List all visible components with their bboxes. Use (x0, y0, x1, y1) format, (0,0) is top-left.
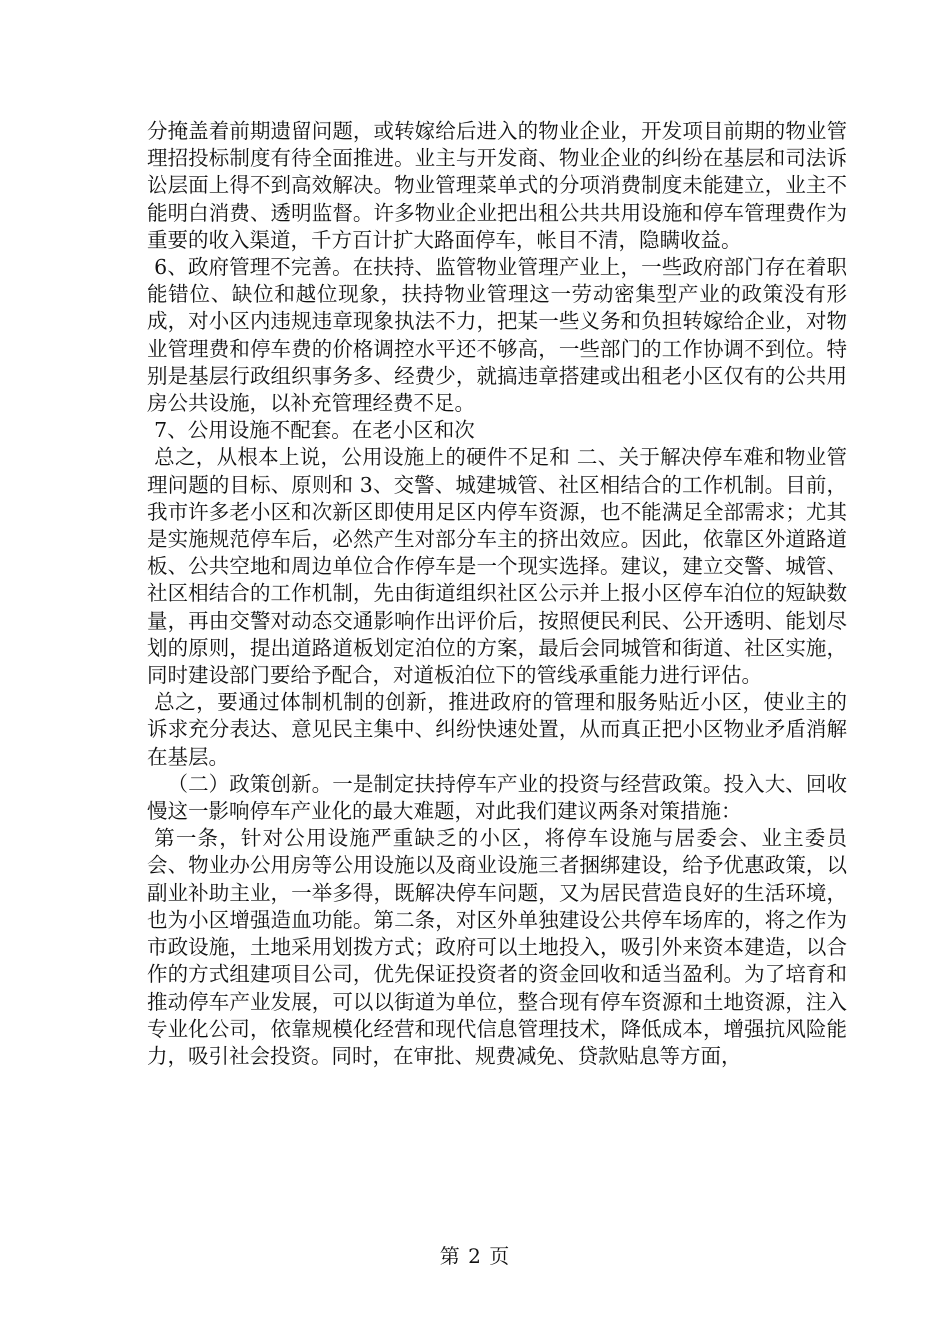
paragraph-5: 总之，要通过体制机制的创新，推进政府的管理和服务贴近小区，使业主的诉求充分表达、意见民主集中、纠纷快速处置，从而真正把小区物业矛盾消解在基层。 (147, 690, 847, 769)
paragraph-6: （二）政策创新。一是制定扶持停车产业的投资与经营政策。投入大、回收慢这一影响停车产业化的最大难题，对此我们建议两条对策措施： (147, 771, 847, 824)
paragraph-4: 总之，从根本上说，公用设施上的硬件不足和 二、关于解决停车难和物业管理问题的目标、原则和 3、交警、城建城管、社区相结合的工作机制。目前，我市许多老小区和次新区即使用足区内停车资源，也不能满足全部需求；尤其是实施规范停车后，必然产生对部分车主的挤出效应。因此，依靠区外道路道板、公共空地和周边单位合作停车是一个现实选择。建议，建立交警、城管、社区相结合的工作机制，先由街道组织社区公示并上报小区停车泊位的短缺数量，再由交警对动态交通影响作出评价后，按照便民利民、公开透明、能划尽划的原则，提出道路道板划定泊位的方案，最后会同城管和街道、社区实施，同时建设部门要给予配合，对道板泊位下的管线承重能力进行评估。 (147, 445, 847, 688)
paragraph-2: 6、政府管理不完善。在扶持、监管物业管理产业上，一些政府部门存在着职能错位、缺位和越位现象，扶持物业管理这一劳动密集型产业的政策没有形成，对小区内违规违章现象执法不力，把某一些义务和负担转嫁给企业，对物业管理费和停车费的价格调控水平还不够高，一些部门的工作协调不到位。特别是基层行政组织事务多、经费少，就搞违章搭建或出租老小区仅有的公共用房公共设施，以补充管理经费不足。 (147, 255, 847, 416)
paragraph-1: 分掩盖着前期遗留问题，或转嫁给后进入的物业企业，开发项目前期的物业管理招投标制度有待全面推进。业主与开发商、物业企业的纠纷在基层和司法诉讼层面上得不到高效解决。物业管理菜单式的分项消费制度未能建立，业主不能明白消费、透明监督。许多物业企业把出租公共共用设施和停车管理费作为重要的收入渠道，千方百计扩大路面停车，帐目不清，隐瞒收益。 (147, 119, 847, 252)
page-number: 第 2 页 (439, 1244, 511, 1268)
paragraph-3: 7、公用设施不配套。在老小区和次 (154, 418, 475, 443)
document-body (147, 118, 847, 1070)
paragraph-7: 第一条，针对公用设施严重缺乏的小区，将停车设施与居委会、业主委员会、物业办公用房等公用设施以及商业设施三者捆绑建设，给予优惠政策，以副业补助主业，一举多得，既解决停车问题，又为居民营造良好的生活环境，也为小区增强造血功能。第二条，对区外单独建设公共停车场库的，将之作为市政设施，土地采用划拨方式；政府可以土地投入，吸引外来资本建造，以合作的方式组建项目公司，优先保证投资者的资金回收和适当盈利。为了培育和推动停车产业发展，可以以街道为单位，整合现有停车资源和土地资源，注入专业化公司，依靠规模化经营和现代信息管理技术，降低成本，增强抗风险能力，吸引社会投资。同时，在审批、规费减免、贷款贴息等方面， (147, 826, 847, 1068)
